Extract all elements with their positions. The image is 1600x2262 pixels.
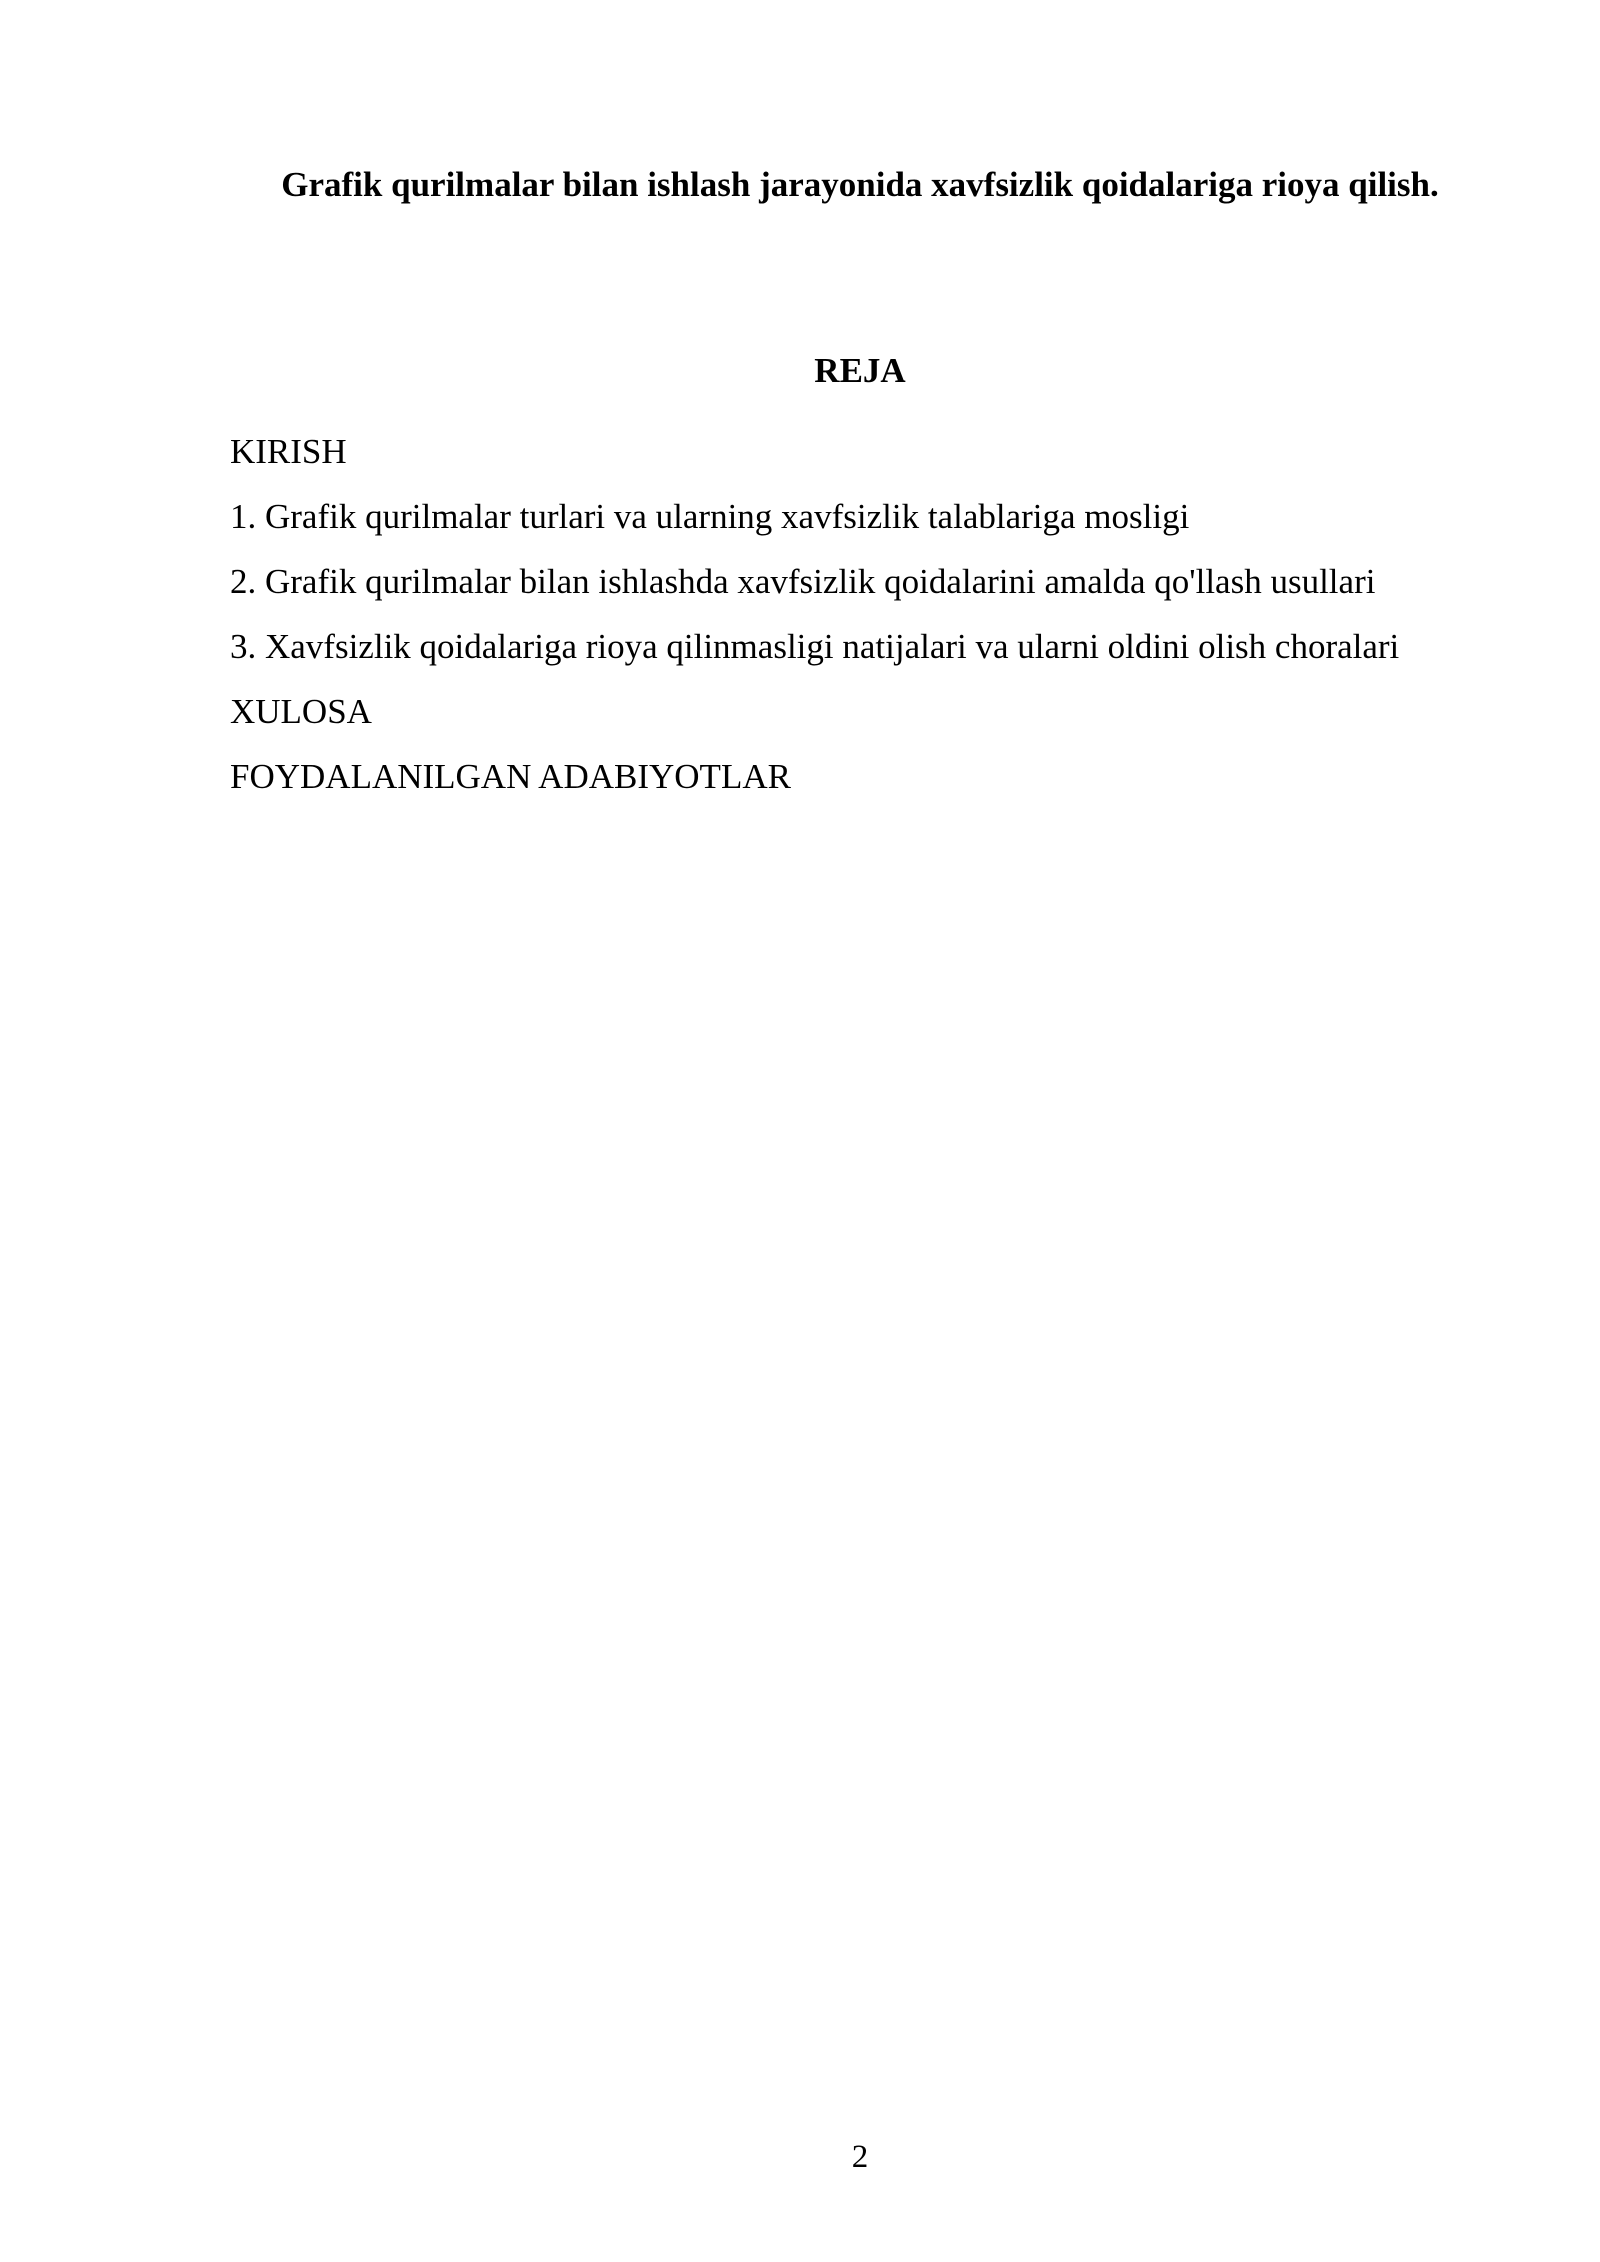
document-title: Grafik qurilmalar bilan ishlash jarayonida xavfsizlik qoidalariga rioya qilish. [281, 165, 1439, 204]
toc-item-conclusion: XULOSA [230, 692, 372, 731]
page-number: 2 [851, 2139, 869, 2175]
toc-item-references: FOYDALANILGAN ADABIYOTLAR [230, 757, 791, 796]
toc-item-section-2: 2. Grafik qurilmalar bilan ishlashda xavfsizlik qoidalarini amalda qo'llash usullari [230, 562, 1376, 601]
plan-heading: REJA [814, 351, 906, 390]
table-of-contents [230, 419, 1399, 809]
toc-item-introduction: KIRISH [230, 432, 347, 471]
toc-item-section-3: 3. Xavfsizlik qoidalariga rioya qilinmasligi natijalari va ularni oldini olish choralari [230, 627, 1400, 666]
toc-item-section-1: 1. Grafik qurilmalar turlari va ularning xavfsizlik talablariga mosligi [230, 497, 1190, 536]
